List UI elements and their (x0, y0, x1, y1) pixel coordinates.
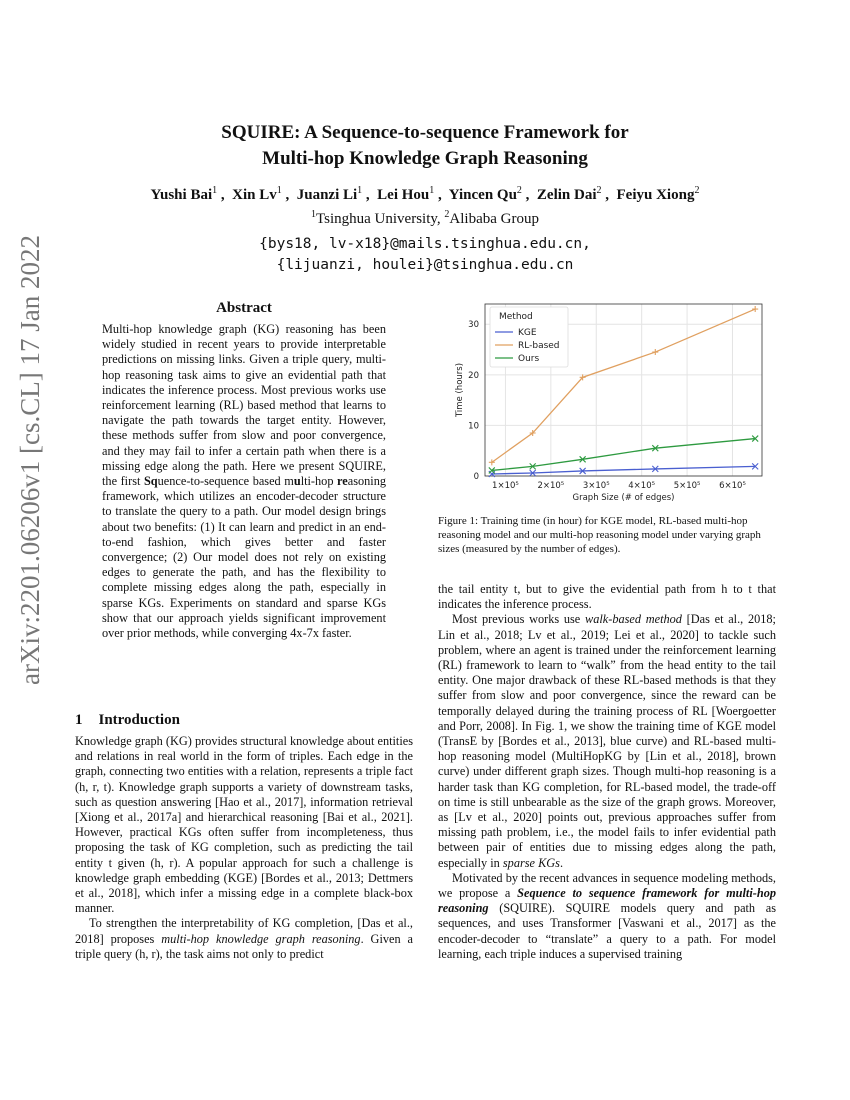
x-tick-label: 5×10⁵ (673, 481, 701, 491)
author: Zelin Dai$^2$ (536, 185, 602, 203)
y-tick-label: 0 (473, 472, 479, 482)
y-axis-label: Time (hours) (455, 362, 465, 418)
paragraph: Motivated by the recent advances in sequence modeling methods, we propose a Sequence to sequence framework for multi-hop reasoning (SQUIRE). SQUIRE models query and path as sequences, and uses Transformer [Vaswani et al., 2017] as the encoder-decoder to “translate” a query to a path. For model learning, each triple induces a supervised training (438, 870, 776, 961)
author-list: Yushi Bai$^1$ , Xin Lv$^1$ , Juanzi Li$^1$ , Lei Hou$^1$ , Yincen Qu$^2$ , Zelin Dai$^2$ , Feiyu Xiong$^2$ (150, 185, 700, 203)
data-point (752, 306, 758, 312)
section-heading: 1 Introduction (75, 712, 180, 728)
email-line-2: {lijuanzi, houlei}@tsinghua.edu.cn (276, 257, 574, 273)
title-line-1: SQUIRE: A Sequence-to-sequence Framework for (221, 122, 629, 143)
x-axis-label: Graph Size (# of edges) (572, 493, 675, 503)
figure-caption: Figure 1: Training time (in hour) for KGE model, RL-based multi-hop reasoning model and our multi-hop reasoning model under varying graph sizes (measured by the number of edges). (438, 515, 761, 555)
legend-entry: RL-based (518, 341, 560, 351)
author: Juanzi Li$^1$ (296, 185, 363, 203)
author-emails (0, 234, 850, 276)
email-line-1: {bys18, lv-x18}@mails.tsinghua.edu.cn, (259, 236, 591, 252)
left-column-text (75, 734, 413, 962)
paragraph: Most previous works use walk-based method [Das et al., 2018; Lin et al., 2018; Lv et al., 2019; Lei et al., 2020] to tackle such problem, where an agent is trained under the reinforcement learning (RL) framework to learn to “walk” from the head entity to the tail entity. One major drawback of these RL-based methods is that they suffer from slow and poor convergence, since the reward can be temporally delayed during the training process of RL [Woergoetter and Porr, 2008]. In Fig. 1, we show the training time of KGE model (TransE by [Bordes et al., 2013], blue curve) and RL-based multi-hop reasoning model (MultiHopKG by [Lin et al., 2018], brown curve) under different graph sizes. Though multi-hop reasoning is a harder task than KG completion, for RL-based model, the trade-off on time is still unbearable as the size of the graph grows. Moreover, as [Lv et al., 2020] points out, previous approaches suffer from missing path problem, i.e., the model fails to infer evidential path between pair of entities due to missing edges along the path, especially in sparse KGs. (438, 612, 776, 870)
chart-svg (440, 296, 774, 506)
y-tick-label: 10 (468, 421, 479, 432)
figure-1-chart (440, 296, 774, 506)
x-tick-label: 4×10⁵ (628, 481, 656, 491)
legend-entry: KGE (518, 328, 537, 338)
author: Xin Lv$^1$ (232, 185, 282, 203)
y-tick-label: 20 (468, 370, 479, 381)
abstract-heading: Abstract (216, 300, 272, 316)
data-point (652, 349, 658, 355)
legend-title: Method (499, 312, 533, 322)
x-tick-label: 2×10⁵ (537, 481, 565, 491)
author: Lei Hou$^1$ (377, 185, 435, 203)
paragraph: To strengthen the interpretability of KG completion, [Das et al., 2018] proposes multi-hop knowledge graph reasoning. Given a triple query (h, r), the task aims not only to predict (75, 916, 413, 961)
legend-entry: Ours (518, 354, 540, 364)
x-tick-label: 6×10⁵ (719, 481, 746, 491)
author: Feiyu Xiong$^2$ (616, 185, 700, 203)
affiliations: $^1$Tsinghua University, $^2$Alibaba Group (311, 209, 539, 227)
paragraph: Knowledge graph (KG) provides structural knowledge about entities and relations in real world in the form of triples. Each edge in the graph, connecting two entities with a relation, represents a triple fact (h, r, t). Knowledge graph supports a variety of downstream tasks, such as question answering [Hao et al., 2017], information retrieval [Xiong et al., 2017a] and hierarchical reasoning [Bai et al., 2021]. However, practical KGs often suffer from incompleteness, thus proposing the task of KG completion, such as predicting the tail entity t given (h, r). A popular approach for such a challenge is knowledge graph embedding (KGE) [Bordes et al., 2013; Dettmers et al., 2018], which infer a missing edge in a complete black-box manner. (75, 734, 413, 916)
x-tick-label: 3×10⁵ (582, 481, 610, 491)
right-column-text (438, 582, 776, 962)
author: Yushi Bai$^1$ (150, 185, 218, 203)
author: Yincen Qu$^2$ (448, 185, 522, 203)
title-line-2: Multi-hop Knowledge Graph Reasoning (262, 148, 588, 169)
y-tick-label: 30 (468, 320, 479, 331)
paper-title (0, 120, 850, 172)
paragraph: the tail entity t, but to give the evidential path from h to t that indicates the inference process. (438, 582, 776, 612)
arxiv-stamp: arXiv:2201.06206v1 [cs.CL] 17 Jan 2022 (15, 235, 45, 685)
x-tick-label: 1×10⁵ (492, 481, 519, 491)
abstract-body: Multi-hop knowledge graph (KG) reasoning has been widely studied in recent years to provide interpretable predictions on missing links. Given a triple query, multi-hop reasoning task aims to give an evidential path that indicates the inference process. Most previous works use reinforcement learning (RL) based method that learns to navigate the path towards the target entity. However, these methods suffer from slow and poor convergence, and they may fail to infer a certain path when there is a missing edge along the path. Here we present SQUIRE, the first Squence-to-sequence based multi-hop reasoning framework, which utilizes an encoder-decoder structure to translate the query to a path. Our model design brings about two benefits: (1) It can learn and predict in an end-to-end fashion, which gives better and faster convergence; (2) Our model does not rely on existing edges to generate the path, and has the flexibility to complete missing edges along the path, especially in sparse KGs. Experiments on standard and sparse KGs show that our approach yields significant improvement over prior methods, while converging 4x-7x faster. (102, 322, 387, 641)
